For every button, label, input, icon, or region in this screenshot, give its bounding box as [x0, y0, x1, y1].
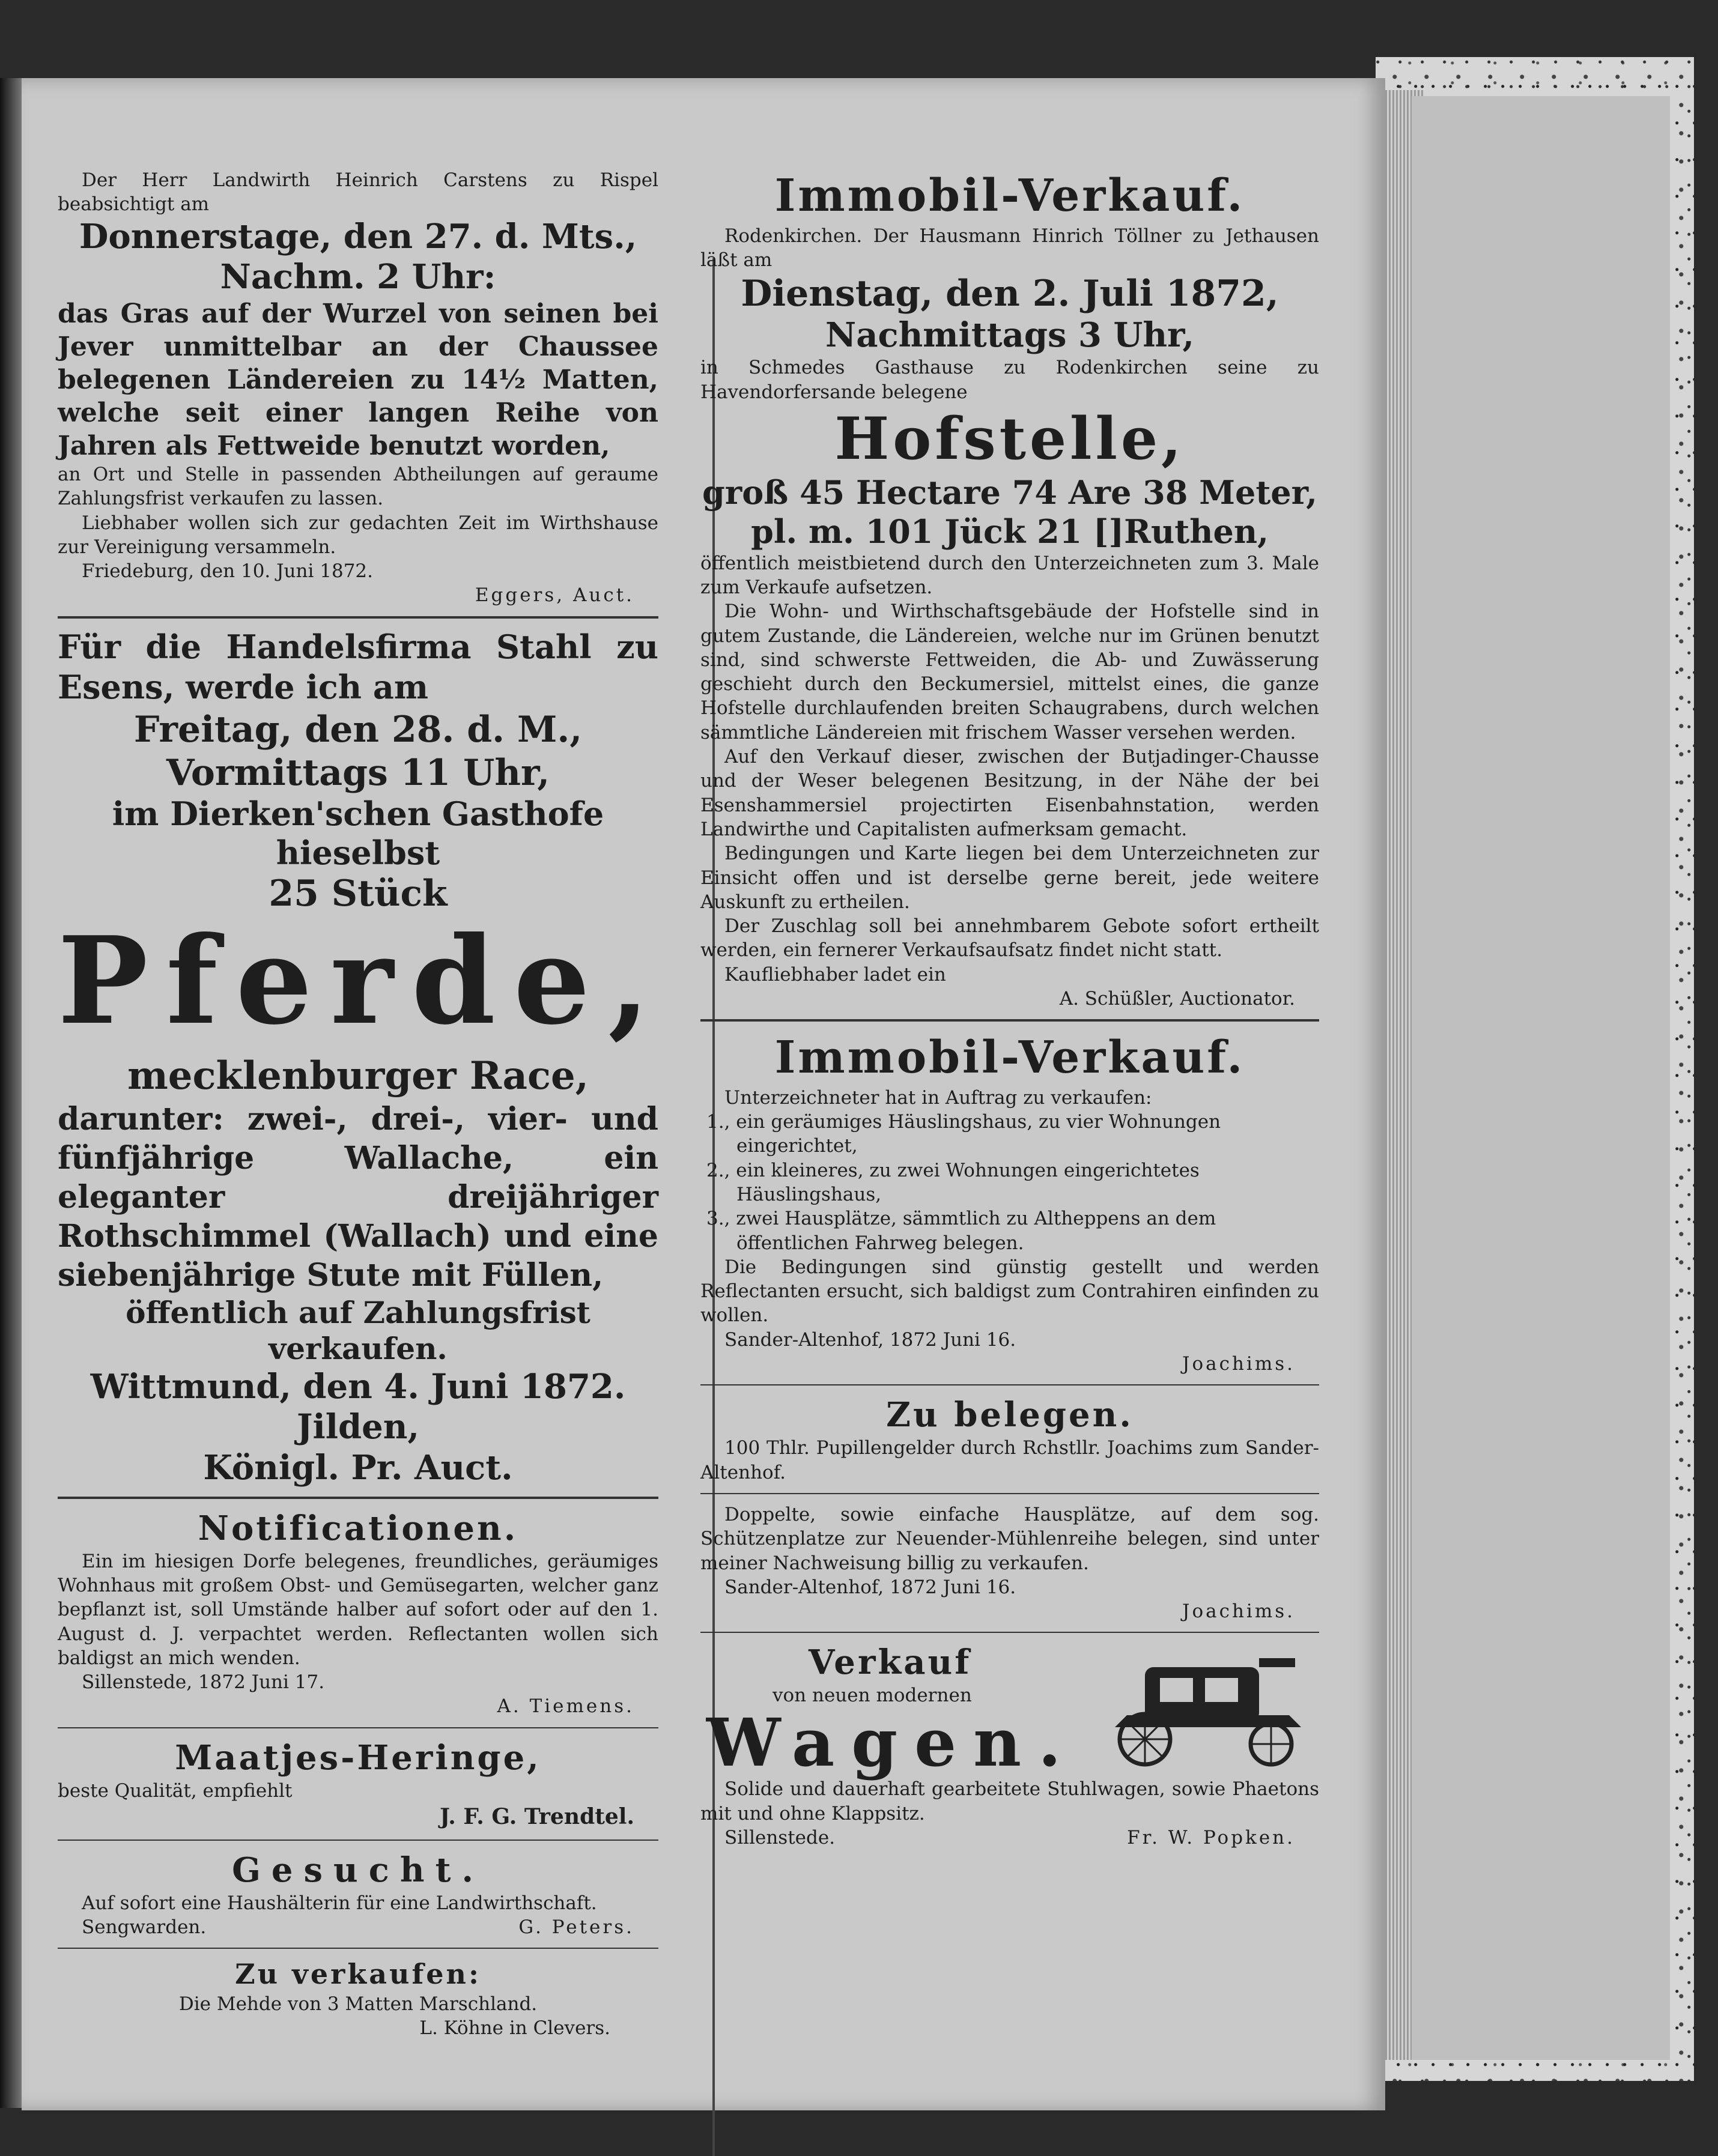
ad-place: Friedeburg, den 10. Juni 1872. [82, 560, 373, 583]
ad-body: darunter: zwei-, drei-, vier- und fünfjährige Wallache, ein eleganter dreijähriger Rothschimmel (Wallach) und eine siebenjährige Stute mit Füllen, [58, 1101, 658, 1294]
ad-signer-title: Königl. Pr. Auct. [203, 1447, 513, 1488]
list-item: 3., zwei Hausplätze, sämmtlich zu Altheppens an dem öffentlichen Fahrweg belegen. [706, 1208, 1216, 1254]
ad-title: Hofstelle, [834, 404, 1185, 473]
ad-date: Donnerstage, den 27. d. Mts., [79, 216, 637, 256]
ad-body: beste Qualität, empfiehlt [58, 1779, 293, 1802]
ad-heading: Notificationen. [198, 1508, 518, 1548]
ad-heading: Maatjes-Heringe, [175, 1737, 541, 1778]
divider [700, 1019, 1319, 1022]
ad-signer: L. Köhne in Clevers. [419, 2017, 610, 2039]
ad-body: Ein im hiesigen Dorfe belegenes, freundliches, geräumiges Wohnhaus mit großem Obst- und Gemüsegarten, welcher ganz bepflanzt ist, soll Umstände halber auf sofort oder auf den 1. August d. J. verpachtet werden. Reflectanten wollen sich baldigst an mich wenden. [58, 1550, 658, 1669]
ad-carriages [700, 1641, 1319, 1850]
ad-paragraph: Der Zuschlag soll bei annehmbarem Gebote sofort ertheilt werden, ein fernerer Verkaufsaufsatz findet nicht statt. [700, 915, 1319, 961]
ad-place: Sillenstede. [724, 1826, 836, 1849]
ad-horse-sale [58, 627, 668, 1488]
divider [58, 1727, 658, 1728]
ad-body: 100 Thlr. Pupillengelder durch Rchstllr. Joachims zum Sander-Altenhof. [700, 1437, 1319, 1483]
ad-signer: Joachims. [1182, 1600, 1295, 1623]
ad-paragraph: Auf den Verkauf dieser, zwischen der Butjadinger-Chausse und der Weser belegenen Besitzung, in der Nähe der bei Esenshammersiel projectirten Eisenbahnstation, werden Landwirthe und Capitalisten aufmerksam gemacht. [700, 746, 1319, 840]
ad-heading: Immobil-Verkauf. [774, 1032, 1245, 1084]
ad-sale: öffentlich auf Zahlungsfrist verkaufen. [126, 1295, 590, 1367]
ad-title: Pferde, [58, 910, 668, 1052]
ad-signer: J. F. G. Trendtel. [440, 1804, 634, 1830]
ad-paragraph: Bedingungen und Karte liegen bei dem Unterzeichneten zur Einsicht offen und ist derselbe gerne bereit, jede weitere Auskunft zu ertheilen. [700, 843, 1319, 913]
ad-place: Sillenstede, 1872 Juni 17. [82, 1671, 325, 1694]
ad-body-3: Liebhaber wollen sich zur gedachten Zeit im Wirthshause zur Vereinigung versammeln. [58, 512, 658, 558]
ad-intro: Unterzeichneter hat in Auftrag zu verkaufen: [724, 1086, 1152, 1109]
ad-place: Sengwarden. [82, 1916, 207, 1939]
ad-title: Wagen. [706, 1703, 1078, 1781]
ad-body: Doppelte, sowie einfache Hausplätze, auf dem sog. Schützenplatze zur Neuender-Mühlenreihe belegen, sind unter meiner Nachweisung billig zu verkaufen. [700, 1503, 1319, 1574]
ad-venue: in Schmedes Gasthause zu Rodenkirchen seine zu Havendorfersande belegene [700, 357, 1319, 403]
ad-date: Dienstag, den 2. Juli 1872, [741, 273, 1279, 315]
newspaper-page [22, 78, 1385, 2110]
ad-body: Die Mehde von 3 Matten Marschland. [178, 1993, 538, 2015]
ad-heading: Verkauf [809, 1643, 972, 1683]
ad-signer: Eggers, Auct. [475, 584, 634, 607]
divider [58, 616, 658, 619]
ad-count: 25 Stück [269, 873, 448, 915]
ad-body: das Gras auf der Wurzel von seinen bei Jever unmittelbar an der Chaussee belegenen Ländereien zu 14½ Matten, welche seit einer langen Reihe von Jahren als Fettweide benutzt worden, [58, 298, 658, 461]
ad-subheading: von neuen modernen [772, 1685, 972, 1707]
ad-notifications [58, 1507, 658, 1719]
ad-for-sale [58, 1957, 658, 2040]
ad-time: Vormittags 11 Uhr, [166, 751, 550, 794]
ad-body: Auf sofort eine Haushälterin für eine Landwirthschaft. [82, 1892, 597, 1914]
ad-paragraph: Kaufliebhaber ladet ein [724, 963, 946, 986]
ad-heading: Zu verkaufen: [235, 1958, 481, 1991]
ad-building-plots [700, 1503, 1319, 1623]
underlying-page [1412, 96, 1670, 2060]
ad-signer: Fr. W. Popken. [1127, 1826, 1295, 1849]
ad-intro: Für die Handelsfirma Stahl zu Esens, werde ich am [58, 627, 658, 707]
ad-time: Nachmittags 3 Uhr, [825, 315, 1194, 356]
ad-heading: Zu belegen. [886, 1395, 1134, 1435]
ad-sale: öffentlich meistbietend durch den Unterzeichneten zum 3. Male zum Verkaufe aufsetzen. [700, 552, 1319, 598]
ad-venue: im Dierken'schen Gasthofe hieselbst [112, 794, 604, 872]
ad-signer: G. Peters. [518, 1916, 634, 1939]
ad-race: mecklenburger Race, [127, 1053, 589, 1099]
ad-signer: Jilden, [296, 1407, 420, 1447]
ad-body: Die Bedingungen sind günstig gestellt und werden Reflectanten ersucht, sich baldigst zum Contrahiren einfinden zu wollen. [700, 1256, 1319, 1327]
ad-size: groß 45 Hectare 74 Are 38 Meter, [702, 473, 1317, 512]
ad-size-2: pl. m. 101 Jück 21 []Ruthen, [751, 512, 1269, 551]
ad-date: Freitag, den 28. d. M., [133, 708, 583, 751]
list-item: 1., ein geräumiges Häuslingshaus, zu vier Wohnungen eingerichtet, [706, 1111, 1221, 1157]
ad-herring [58, 1737, 658, 1831]
divider [58, 1840, 658, 1841]
ad-place: Wittmund, den 4. Juni 1872. [90, 1367, 626, 1407]
ad-heading: Gesucht. [232, 1850, 484, 1890]
ad-farmstead-sale [700, 168, 1319, 1011]
ad-grass-sale [58, 168, 658, 608]
ad-to-invest [700, 1394, 1319, 1485]
binding-edge [0, 78, 22, 2108]
divider [700, 1632, 1319, 1633]
ad-wanted [58, 1849, 658, 1940]
ad-body: Solide und dauerhaft gearbeitete Stuhlwagen, sowie Phaetons mit und ohne Klappsitz. [700, 1778, 1319, 1824]
ad-signer: A. Tiemens. [497, 1695, 634, 1718]
ad-body-2: an Ort und Stelle in passenden Abtheilungen auf geraume Zahlungsfrist verkaufen zu lassen. [58, 463, 658, 510]
ad-place: Sander-Altenhof, 1872 Juni 16. [724, 1328, 1016, 1351]
carriage-illustration [1091, 1649, 1319, 1769]
divider [700, 1384, 1319, 1385]
ad-paragraph: Die Wohn- und Wirthschaftsgebäude der Hofstelle sind in gutem Zustande, die Ländereien, welche nur im Grünen benutzt sind, sind schwerste Fettweiden, die Ab- und Zuwässerung geschieht durch den Beckumersiel, mittelst eines, die ganze Hofstelle durchlaufenden breiten Schaugrabens, durch welchen sämmtliche Ländereien mit frischem Wasser versehen werden. [700, 601, 1319, 743]
right-column [700, 168, 1319, 1850]
ad-time: Nachm. 2 Uhr: [220, 256, 496, 297]
divider [58, 1948, 658, 1949]
divider [58, 1497, 658, 1499]
ad-intro: Der Herr Landwirth Heinrich Carstens zu Rispel beabsichtigt am [58, 169, 658, 216]
ad-place: Sander-Altenhof, 1872 Juni 16. [724, 1576, 1016, 1598]
ad-houses-sale [700, 1030, 1319, 1376]
ad-signer: A. Schüßler, Auctionator. [1059, 988, 1295, 1010]
list-item: 2., ein kleineres, zu zwei Wohnungen eingerichtetes Häuslingshaus, [706, 1159, 1200, 1205]
ad-signer: Joachims. [1182, 1353, 1295, 1375]
divider [700, 1493, 1319, 1494]
ad-heading: Immobil-Verkauf. [774, 170, 1245, 222]
ad-intro: Rodenkirchen. Der Hausmann Hinrich Töllner zu Jethausen läßt am [700, 225, 1319, 271]
left-column [58, 168, 668, 2041]
